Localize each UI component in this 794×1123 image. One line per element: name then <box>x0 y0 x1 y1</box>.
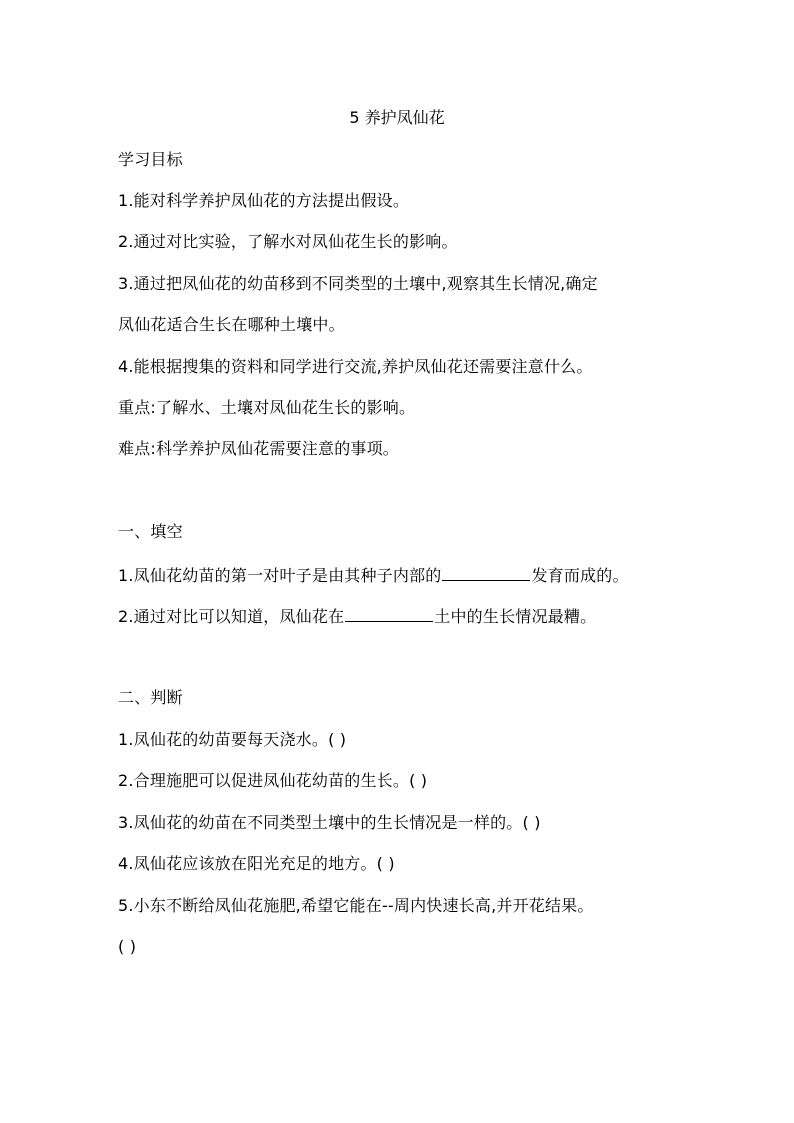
objective-item-3-continued: 凤仙花适合生长在哪种土壤中。 <box>118 315 345 334</box>
objectives-heading: 学习目标 <box>118 150 183 169</box>
judge-item-3: 3.凤仙花的幼苗在不同类型土壤中的生长情况是一样的。( ) <box>118 813 541 832</box>
judge-item-5: 5.小东不断给凤仙花施肥,希望它能在--周内快速长高,并开花结果。 <box>118 896 594 915</box>
fill-question-1-text-before: 1.凤仙花幼苗的第一对叶子是由其种子内部的 <box>118 566 442 585</box>
fill-question-2-text-after: 土中的生长情况最糟。 <box>434 607 597 626</box>
objective-item-1: 1.能对科学养护凤仙花的方法提出假设。 <box>118 191 410 210</box>
document-title: 5 养护凤仙花 <box>349 108 445 127</box>
difficult-point: 难点:科学养护凤仙花需要注意的事项。 <box>118 439 399 458</box>
objective-item-3: 3.通过把凤仙花的幼苗移到不同类型的土壤中,观察其生长情况,确定 <box>118 274 598 293</box>
fill-question-1 <box>118 562 629 586</box>
judge-item-4: 4.凤仙花应该放在阳光充足的地方。( ) <box>118 854 395 873</box>
fill-question-2 <box>118 603 596 627</box>
section-fill-heading: 一、填空 <box>118 522 183 541</box>
judge-item-1: 1.凤仙花的幼苗要每天浇水。( ) <box>118 730 347 749</box>
fill-blank-2[interactable] <box>345 603 433 622</box>
fill-question-1-text-after: 发育而成的。 <box>531 566 629 585</box>
judge-item-5-bracket: ( ) <box>118 937 137 956</box>
judge-item-2: 2.合理施肥可以促进凤仙花幼苗的生长。( ) <box>118 771 428 790</box>
objective-item-2: 2.通过对比实验，了解水对凤仙花生长的影响。 <box>118 232 458 251</box>
objective-item-4: 4.能根据搜集的资料和同学进行交流,养护凤仙花还需要注意什么。 <box>118 357 593 376</box>
key-point: 重点:了解水、土壤对凤仙花生长的影响。 <box>118 398 416 417</box>
fill-blank-1[interactable] <box>442 562 530 581</box>
fill-question-2-text-before: 2.通过对比可以知道，凤仙花在 <box>118 607 345 626</box>
section-judge-heading: 二、判断 <box>118 688 183 707</box>
